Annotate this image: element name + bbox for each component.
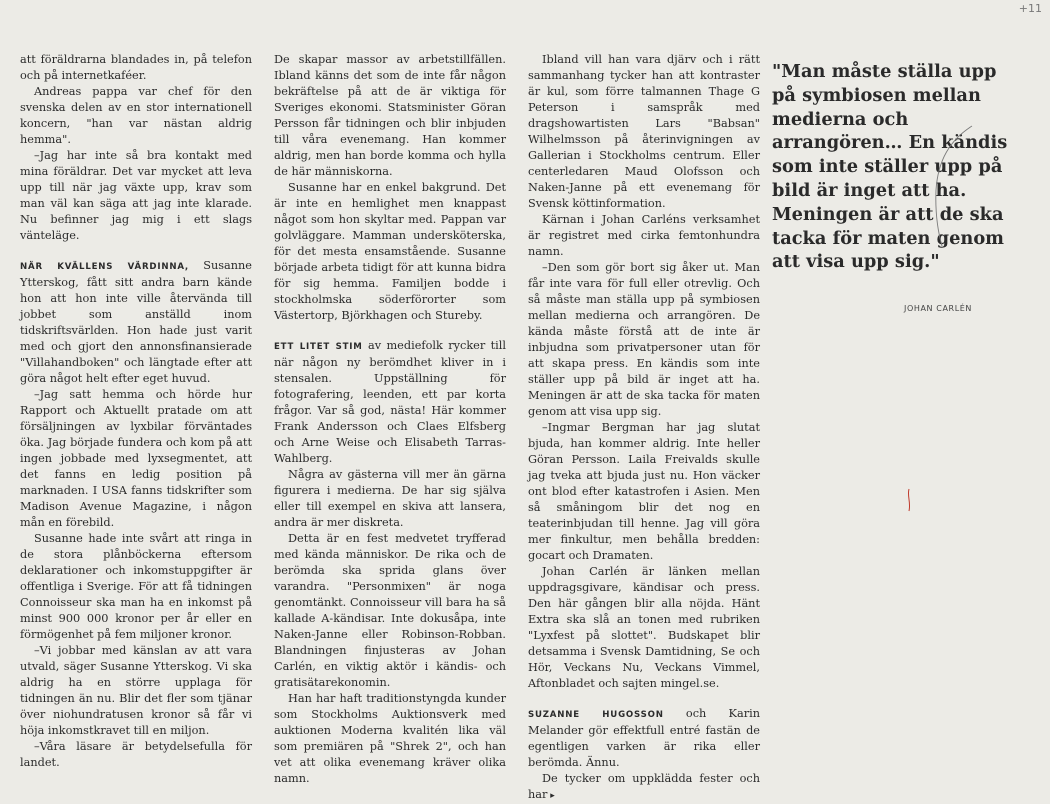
paragraph-text: Susanne Ytterskog, fått sitt andra barn kände hon att hon inte ville återvända till jobbet som anställd inom tidskriftsvärlden. Hon hade just varit med och gjort den annonsfinansierade "Villahandboken" och längtade efter att göra något helt efter eget huvud. — [20, 259, 252, 385]
article-paragraph — [274, 531, 506, 691]
pen-annotation-mark — [906, 488, 912, 512]
article-paragraph — [20, 387, 252, 531]
paragraph-text: och Karin Melander gör effektfull entré fastän de egentligen varken är rika eller berömda. Ännu. — [528, 707, 760, 769]
paragraph-lead-in: SUZANNE HUGOSSON — [528, 710, 664, 720]
paragraph-text: Några av gästerna vill mer än gärna figurera i medierna. De har sig själva eller till exempel en skiva att lansera, andra är mer diskreta. — [274, 468, 506, 529]
article-paragraph — [20, 258, 252, 387]
article-paragraph — [274, 691, 506, 787]
paragraph-text: De tycker om uppklädda fester och har — [528, 772, 760, 801]
paragraph-text: Ibland vill han vara djärv och i rätt sammanhang tycker han att kontraster är kul, som förre talmannen Thage G Peterson i samspråk med dragshowartisten Lars "Babsan" Wilhelmsson på återinvigningen av Gallerian i Stockholms centrum. Eller centerledaren Maud Olofsson och Naken-Janne på ett evenemang för Svensk köttinformation. — [528, 53, 760, 210]
paragraph-text: Han har haft traditionstyngda kunder som Stockholms Auktionsverk med auktionen Moderna kvalitén lika väl som premiären på "Shrek 2", och han vet att olika evenemang kräver olika namn. — [274, 692, 506, 785]
pen-annotation-curve — [920, 120, 980, 250]
article-paragraph — [20, 531, 252, 643]
paragraph-text: av mediefolk rycker till när någon ny berömdhet kliver in i stensalen. Uppställning för fotografering, leenden, ett par korta frågor. Var så god, nästa! Här kommer Frank Andersson och Claes Elfsberg och Arne Weise och Elisabeth Tarras-Wahlberg. — [274, 339, 506, 465]
article-paragraph — [274, 52, 506, 180]
paragraph-text: Kärnan i Johan Carléns verksamhet är registret med cirka femtonhundra namn. — [528, 213, 760, 258]
article-paragraph — [528, 420, 760, 564]
article-paragraph — [274, 338, 506, 467]
article-paragraph — [20, 84, 252, 148]
paragraph-text: –Våra läsare är betydelsefulla för landet. — [20, 740, 252, 769]
article-paragraph — [528, 52, 760, 212]
continued-arrow-icon: ▸ — [547, 791, 555, 801]
paragraph-text: Susanne hade inte svårt att ringa in de stora plånböckerna eftersom deklarationer och inkomstuppgifter är offentliga i Sverige. För att få tidningen Connoisseur ska man ha en inkomst på minst 900 000 kronor per år eller en förmögenhet på fem miljoner kronor. — [20, 532, 252, 641]
paragraph-text: –Vi jobbar med känslan av att vara utvald, säger Susanne Ytterskog. Vi ska aldrig ha en större upplaga för tidningen än nu. Blir det fler som tjänar över niohundratusen kronor så får vi höja inkomstkravet till en miljon. — [20, 644, 252, 737]
article-paragraph — [20, 739, 252, 771]
article-paragraph — [528, 212, 760, 260]
paragraph-text: –Ingmar Bergman har jag slutat bjuda, han kommer aldrig. Inte heller Göran Persson. Laila Freivalds skulle jag tveka att bjuda just nu. Hon väcker ont blod efter katastrofen i Asien. Men så småningom blir det nog en teaterinbjudan till henne. Jag vill göra mer finkultur, men behålla bredden: gocart och Dramaten. — [528, 421, 760, 562]
paragraph-text: Andreas pappa var chef för den svenska delen av en stor internationell koncern, "han var nästan aldrig hemma". — [20, 85, 252, 146]
paragraph-text: De skapar massor av arbetstillfällen. Ibland känns det som de inte får någon bekräftelse på att de är viktiga för Sveriges ekonomi. Statsminister Göran Persson får tidningen och blir inbjuden till våra evenemang. Han kommer aldrig, men han borde komma och hylla de här människorna. — [274, 53, 506, 178]
article-paragraph — [528, 771, 760, 804]
article-paragraph — [20, 52, 252, 84]
article-paragraph — [274, 467, 506, 531]
paragraph-text: –Den som gör bort sig åker ut. Man får inte vara för full eller otrevlig. Och så måste man ställa upp på symbiosen mellan medierna och arrangören. De kända måste förstå att de inte är inbjudna som privatpersoner utan för att skapa press. En kändis som inte ställer upp på bild är inget att ha. Meningen är att de ska tacka för maten genom att visa upp sig. — [528, 261, 760, 418]
article-paragraph — [20, 643, 252, 739]
paragraph-text: Detta är en fest medvetet tryfferad med kända människor. De rika och de berömda ska sprida glans över varandra. "Personmixen" är noga genomtänkt. Connoisseur vill bara ha så kallade A-kändisar. Inte dokusåpa, inte Naken-Janne eller Robinson-Robban. Blandningen finjusteras av Johan Carlén, en viktig aktör i kändis- och gratisätarekonomin. — [274, 532, 506, 689]
article-paragraph — [528, 564, 760, 692]
article-column-1 — [20, 52, 252, 771]
article-paragraph — [20, 148, 252, 244]
pull-quote: "Man måste ställa upp på symbiosen mellan medierna och arrangören… En kändis som inte ställer upp på bild är inget att ha. Meningen är att de ska tacka för maten genom att visa upp sig." — [772, 61, 1008, 273]
paragraph-text: Johan Carlén är länken mellan uppdragsgivare, kändisar och press. Den här gången blir alla nöjda. Hänt Extra ska slå an tonen med rubriken "Lyxfest på slottet". Budskapet blir detsamma i Svensk Damtidning, Se och Hör, Veckans Nu, Veckans Vimmel, Aftonbladet och sajten mingel.se. — [528, 565, 760, 690]
paragraph-text: att föräldrarna blandades in, på telefon och på internetkaféer. — [20, 53, 252, 82]
page-number-mark: +11 — [1018, 2, 1042, 15]
pull-quote-attribution: JOHAN CARLÉN — [904, 304, 972, 313]
article-column-3 — [528, 52, 760, 804]
paragraph-text: Susanne har en enkel bakgrund. Det är inte en hemlighet men knappast något som hon skyltar med. Pappan var golvläggare. Mamman undersköterska, för det mesta ensamstående. Susanne började arbeta tidigt för att kunna bidra för sig hemma. Familjen bodde i stockholmska söderförorter som Västertorp, Björkhagen och Stureby. — [274, 181, 506, 322]
paragraph-lead-in: ETT LITET STIM — [274, 342, 363, 352]
paragraph-text: –Jag har inte så bra kontakt med mina föräldrar. Det var mycket att leva upp till när jag växte upp, krav som man väl kan säga att jag inte klarade. Nu befinner jag mig i ett slags vänteläge. — [20, 149, 252, 242]
paragraph-lead-in: NÄR KVÄLLENS VÄRDINNA, — [20, 262, 189, 272]
article-paragraph — [528, 260, 760, 420]
paragraph-text: –Jag satt hemma och hörde hur Rapport och Aktuellt pratade om att försäljningen av lyxbilar förväntades öka. Jag började fundera och kom på att ingen jobbade med lyxsegmentet, att det fanns en ledig position på marknaden. I USA fanns tidskrifter som Madison Avenue Magazine, i någon mån en förebild. — [20, 388, 252, 529]
article-paragraph — [274, 180, 506, 324]
article-column-2 — [274, 52, 506, 787]
